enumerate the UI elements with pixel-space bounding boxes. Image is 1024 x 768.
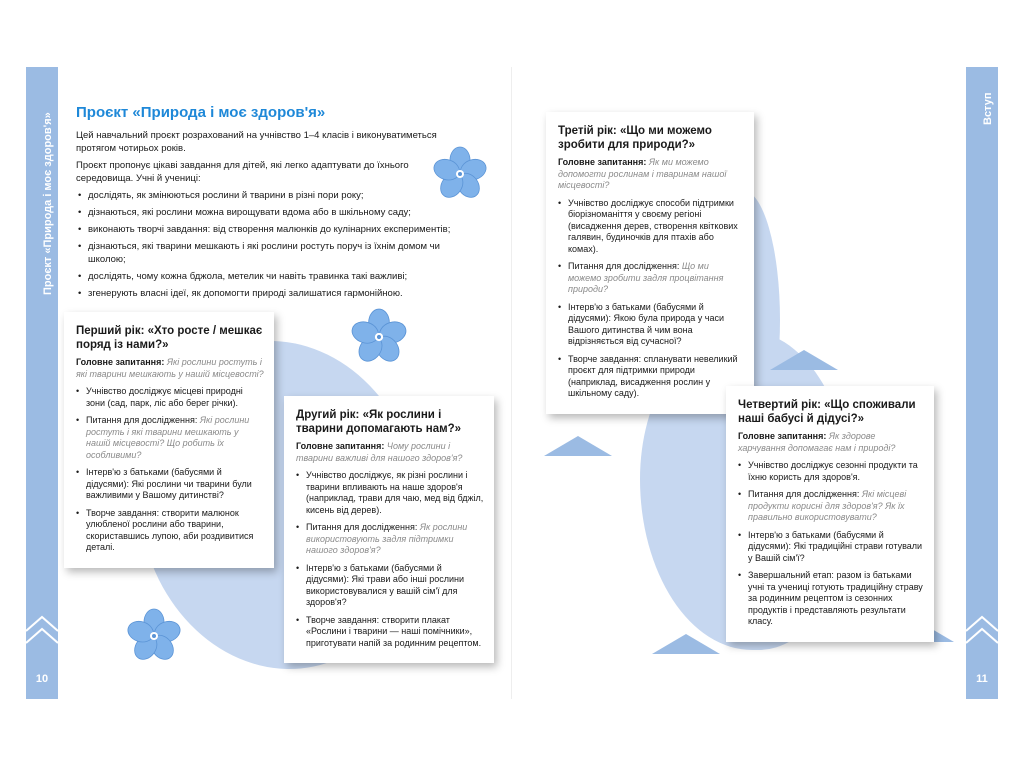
item-text: Учнівство досліджує, як різні рослини і тварини впливають на наше здоров'я (наприклад, трави для чаю, мед від бджіл, кисень від дерев). — [306, 470, 484, 515]
list-item: • виконають творчі завдання: від створення малюнків до кулінарних експериментів; — [76, 224, 460, 237]
chevron-up-icon — [26, 609, 58, 659]
decor-triangle — [652, 634, 720, 654]
item-text: створити плакат «Рослини і тварини — наші помічники», приготувати напій за родинним рецептом. — [306, 614, 482, 648]
flower-icon — [124, 606, 184, 666]
question-text: Чому рослини і тварини важливі для нашого здоров'я? — [296, 441, 463, 463]
main-question — [296, 441, 484, 464]
page-number-left: 10 — [35, 673, 49, 685]
intro-section — [76, 130, 460, 305]
item-italic: Які рослини ростуть і які тварини мешкають у нашій місцевості? Що робить їх особливими? — [86, 415, 250, 460]
item-label: Завершальний етап: — [748, 570, 834, 580]
intro-list — [76, 190, 460, 300]
card-list — [76, 386, 264, 554]
list-item — [76, 386, 264, 409]
item-label: Інтерв'ю з батьками (бабусями й дідусями): — [86, 467, 222, 489]
chevron-up-icon — [966, 609, 998, 659]
question-label: Головне запитання: — [738, 431, 827, 441]
item-label: Питання для дослідження: — [568, 261, 680, 271]
year-card-1 — [64, 312, 274, 568]
list-item — [296, 522, 484, 557]
flower-icon — [348, 306, 410, 368]
item-label: Інтерв'ю з батьками (бабусями й дідусями): — [306, 562, 442, 584]
year-card-4 — [726, 386, 934, 642]
item-text: Учнівство досліджує сезонні продукти та їхню користь для здоров'я. — [748, 460, 918, 482]
item-text: Які традиційні страви готували у Вашій сім'ї? — [748, 541, 923, 563]
item-label: Питання для дослідження: — [306, 522, 418, 532]
list-item — [296, 470, 484, 516]
main-question — [738, 431, 924, 454]
left-side-band — [26, 67, 58, 699]
intro-paragraph: Проєкт пропонує цікаві завдання для дітей, які легко адаптувати до їхнього середовища. Учні й учениці: — [76, 160, 409, 184]
card-list — [738, 460, 924, 628]
item-text: Якою була природа у часи Вашого дитинства й чим вона відрізняється від сучасної? — [568, 313, 725, 346]
item-label: Творче завдання: — [568, 353, 642, 364]
main-question — [76, 357, 264, 380]
item-text: Учнівство досліджує місцеві природні зони (сад, парк, ліс або берег річки). — [86, 386, 243, 408]
list-item — [76, 415, 264, 461]
card-list — [558, 198, 744, 400]
intro-paragraph: Цей навчальний проєкт розрахований на учнівство 1–4 класів і виконуватиметься протягом чотирьох років. — [76, 130, 437, 154]
list-item — [558, 261, 744, 296]
item-text: разом із батьками учні та учениці готують традиційну страву за родинним рецептом із сезонних продуктів і представляють результати класу. — [748, 570, 923, 626]
card-list — [296, 470, 484, 649]
item-label: Питання для дослідження: — [86, 415, 198, 425]
list-item: • дослідять, чому кожна бджола, метелик чи навіть травинка такі важливі; — [76, 271, 460, 284]
year-card-2 — [284, 396, 494, 663]
card-title: Другий рік: «Як рослини і тварини допомагають нам?» — [296, 409, 462, 435]
page-gutter — [511, 67, 512, 699]
item-text: створити малюнок улюбленої рослини або тварини, скориставшись лупою, аби роздивитися деталі. — [86, 507, 254, 552]
item-text: Які рослини чи тварини були важливими у Вашому дитинстві? — [86, 478, 252, 500]
list-item — [296, 615, 484, 650]
card-title: Третій рік: «Що ми можемо зробити для природи?» — [558, 125, 712, 151]
list-item — [558, 198, 744, 256]
item-italic: Як рослини використовують задля підтримки нашого здоров'я? — [306, 522, 468, 555]
question-text: Як здорове харчування допомагає нам і природі? — [738, 431, 896, 453]
page-number-right: 11 — [976, 673, 988, 685]
list-item — [296, 563, 484, 609]
list-item — [76, 467, 264, 502]
spine-title-right: Вступ — [982, 92, 994, 125]
question-label: Головне запитання: — [558, 157, 647, 167]
list-item: • згенерують власні ідеї, як допомогти природі залишатися гармонійною. — [76, 288, 460, 301]
item-label: Питання для дослідження: — [748, 489, 860, 499]
list-item — [558, 302, 744, 348]
list-item: • дізнаються, які тварини мешкають і які рослини ростуть поруч із їхнім домом чи школою; — [76, 241, 460, 266]
list-item — [738, 460, 924, 483]
decor-triangle — [770, 350, 838, 370]
decor-triangle — [544, 436, 612, 456]
item-text: Які трави або інші рослини використовувалися у вашій сім'ї для здоров'я? — [306, 574, 465, 607]
question-label: Головне запитання: — [296, 441, 385, 451]
item-text: Учнівство досліджує способи підтримки біорізноманіття у своєму регіоні (висадження дерев, створення квіткових галявин, будиночків для птахів або комах). — [568, 197, 738, 254]
item-label: Творче завдання: — [306, 614, 380, 625]
item-label: Інтерв'ю з батьками (бабусями й дідусями): — [568, 301, 704, 323]
item-text: спланувати невеликий проєкт для підтримки природи (наприклад, висадження рослин у шкільному саду). — [568, 353, 738, 398]
list-item — [76, 508, 264, 554]
list-item — [738, 570, 924, 628]
list-item — [738, 489, 924, 524]
question-text: Які рослини ростуть і які тварини мешкають у нашій місцевості? — [76, 357, 264, 379]
list-item: • дізнаються, які рослини можна вирощувати вдома або в шкільному саду; — [76, 207, 460, 220]
question-text: Як ми можемо допомогти рослинам і тваринам нашої місцевості? — [558, 157, 727, 190]
card-title: Четвертий рік: «Що споживали наші бабусі й дідусі?» — [738, 399, 916, 425]
question-label: Головне запитання: — [76, 357, 165, 367]
item-italic: Які місцеві продукти корисні для здоров'я? Як їх правильно використовувати? — [748, 489, 907, 522]
spine-title-left: Проєкт «Природа і моє здоров'я» — [42, 112, 54, 295]
year-card-3 — [546, 112, 754, 414]
card-title: Перший рік: «Хто росте / мешкає поряд із нами?» — [76, 325, 263, 351]
page-title: Проєкт «Природа і моє здоров'я» — [76, 104, 326, 121]
right-side-band — [966, 67, 998, 699]
list-item: • дослідять, як змінюються рослини й тварини в різні пори року; — [76, 190, 460, 203]
list-item — [738, 530, 924, 565]
item-label: Інтерв'ю з батьками (бабусями й дідусями): — [748, 529, 884, 551]
list-item — [558, 354, 744, 400]
main-question — [558, 157, 744, 192]
item-label: Творче завдання: — [86, 507, 160, 518]
item-italic: Що ми можемо зробити задля процвітання природи? — [568, 261, 724, 294]
